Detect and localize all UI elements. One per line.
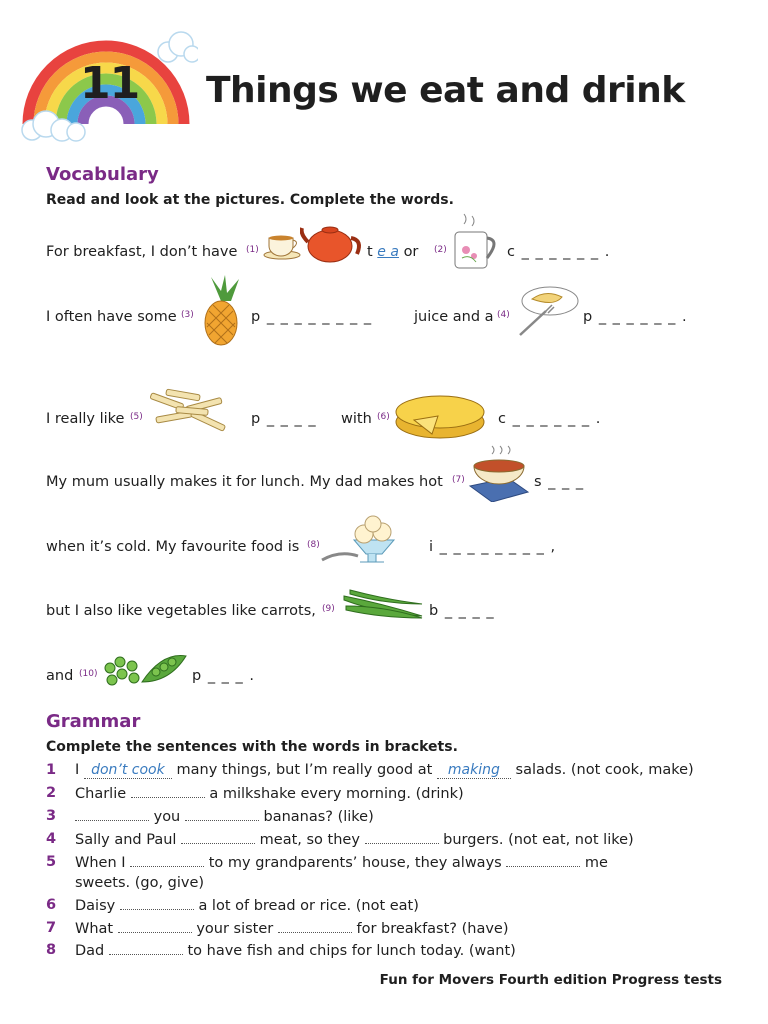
footer-text: Fun for Movers Fourth edition Progress tests (379, 972, 722, 988)
teacup-icon (262, 228, 302, 260)
answer-blank (185, 808, 259, 821)
answer-6-blank: c _ _ _ _ _ _ . (498, 411, 602, 427)
answer-blank (75, 808, 149, 821)
answer-7-blank: s _ _ _ (534, 474, 585, 490)
sentence-number: 5 (46, 854, 57, 870)
answer-blank (130, 854, 204, 867)
vocab-line-3-text: I really like (46, 411, 125, 427)
answer-5-blank: p _ _ _ _ (251, 411, 317, 427)
pineapple-icon (196, 275, 246, 347)
answer-blank (181, 831, 255, 844)
question-number: (5) (130, 412, 143, 422)
answer-blank (131, 785, 205, 798)
green-beans-icon (340, 588, 426, 624)
sentence-number: 4 (46, 831, 57, 847)
answer-4-blank: p _ _ _ _ _ _ . (583, 309, 688, 325)
answer-9-blank: b _ _ _ _ (429, 603, 495, 619)
sentence-number: 1 (46, 762, 57, 778)
question-number: (8) (307, 540, 320, 550)
unit-number: 11 (80, 58, 140, 109)
answer-2-blank: c _ _ _ _ _ _ . (507, 244, 611, 260)
sentence-number: 3 (46, 808, 57, 824)
vocab-line-4-text: My mum usually makes it for lunch. My dad makes hot (46, 474, 443, 490)
sentence-number: 8 (46, 942, 57, 958)
sentence-2: Charlie a milkshake every morning. (drink) (75, 786, 464, 802)
coffee-mug-icon (450, 210, 504, 272)
answer-1a-handwritten: don’t cook (84, 762, 172, 779)
answer-blank (278, 920, 352, 933)
vocabulary-instruction: Read and look at the pictures. Complete the words. (46, 192, 454, 208)
pasta-icon (146, 388, 236, 438)
answer-blank (109, 942, 183, 955)
sentence-3: you bananas? (like) (75, 808, 374, 825)
answer-10-blank: p _ _ _ . (192, 668, 255, 684)
answer-prefix: t (367, 244, 373, 260)
sentence-number: 6 (46, 897, 57, 913)
sentence-1: I don’t cook many things, but I’m really good at making salads. (not cook, make) (75, 762, 694, 778)
vocab-line-2-connector: juice and a (414, 309, 494, 325)
vocab-line-2-text: I often have some (46, 309, 177, 325)
answer-blank (120, 897, 194, 910)
vocabulary-heading: Vocabulary (46, 164, 159, 185)
sentence-8: Dad to have fish and chips for lunch today. (want) (75, 943, 516, 959)
connector-text: or (403, 244, 419, 260)
vocab-line-3-connector: with (341, 411, 372, 427)
answer-1b-handwritten: making (437, 762, 511, 779)
question-number: (2) (434, 245, 447, 255)
sentence-number: 2 (46, 785, 57, 801)
sentence-4: Sally and Paul meat, so they burgers. (not eat, not like) (75, 832, 634, 848)
ice-cream-icon (320, 512, 410, 566)
sentence-7: What your sister for breakfast? (have) (75, 921, 509, 937)
peas-icon (102, 652, 188, 688)
answer-3-blank: p _ _ _ _ _ _ _ _ (251, 309, 373, 325)
vocab-line-5-text: when it’s cold. My favourite food is (46, 539, 300, 555)
answer-8-blank: i _ _ _ _ _ _ _ _ , (429, 539, 557, 555)
vocab-line-6-text: but I also like vegetables like carrots, (46, 603, 316, 619)
question-number: (3) (181, 310, 194, 320)
sentence-number: 7 (46, 920, 57, 936)
question-number: (10) (79, 669, 98, 679)
sentence-5-continued: sweets. (go, give) (75, 875, 205, 891)
grammar-instruction: Complete the sentences with the words in brackets. (46, 739, 458, 755)
sentence-6: Daisy a lot of bread or rice. (not eat) (75, 898, 419, 914)
cheese-icon (394, 390, 486, 442)
sentence-5: When I to my grandparents’ house, they always me (75, 855, 608, 871)
vocab-line-7-text: and (46, 668, 74, 684)
answer-blank (118, 920, 192, 933)
answer-blank (365, 831, 439, 844)
question-number: (4) (497, 310, 510, 320)
answer-blank (506, 854, 580, 867)
answer-1-handwritten: e a (377, 244, 399, 260)
grammar-heading: Grammar (46, 711, 141, 732)
vocab-line-1-text: For breakfast, I don’t have (46, 244, 238, 260)
question-number: (6) (377, 412, 390, 422)
pancake-plate-icon (516, 283, 580, 339)
question-number: (1) (246, 245, 259, 255)
question-number: (7) (452, 475, 465, 485)
soup-bowl-icon (466, 440, 532, 502)
page-title: Things we eat and drink (206, 70, 685, 111)
teapot-icon (300, 218, 364, 264)
question-number: (9) (322, 604, 335, 614)
